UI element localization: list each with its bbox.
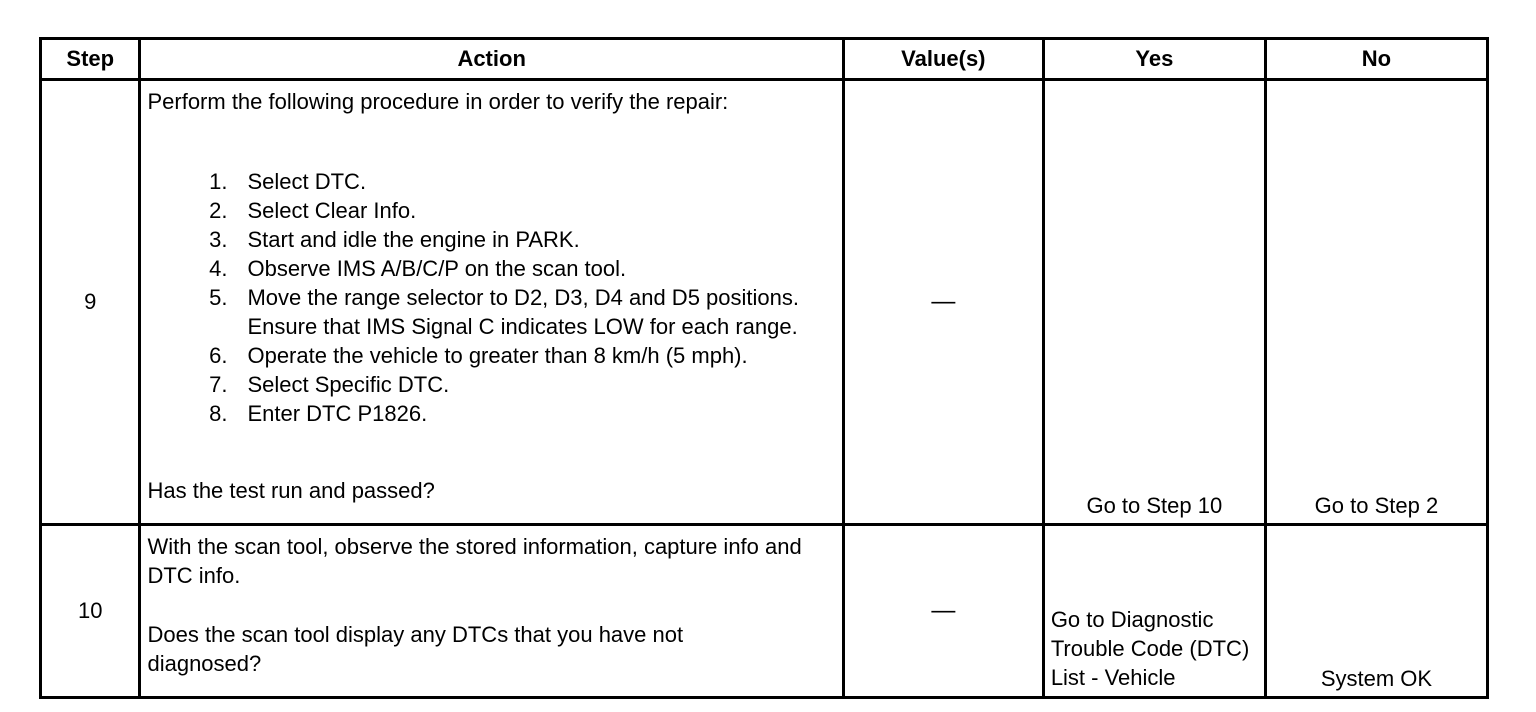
header-step: Step: [41, 39, 140, 80]
value-cell: —: [843, 80, 1043, 525]
header-no: No: [1265, 39, 1487, 80]
step-number: 10: [41, 525, 140, 698]
list-item: 7. Select Specific DTC.: [209, 372, 450, 397]
list-item: 8. Enter DTC P1826.: [209, 401, 428, 426]
list-item: 1. Select DTC.: [209, 169, 367, 194]
procedure-list: [147, 167, 835, 428]
action-question: Does the scan tool display any DTCs that you have not diagnosed?: [147, 622, 684, 676]
table-row: [41, 525, 1488, 698]
header-row: [41, 39, 1488, 80]
header-values: Value(s): [843, 39, 1043, 80]
step-number: 9: [41, 80, 140, 525]
table-row: [41, 80, 1488, 525]
action-cell: [140, 80, 843, 525]
yes-link[interactable]: Go to Step 10: [1043, 80, 1265, 525]
header-yes: Yes: [1043, 39, 1265, 80]
header-action: Action: [140, 39, 843, 80]
diagnostic-table: [39, 37, 1489, 699]
list-item: 4. Observe IMS A/B/C/P on the scan tool.: [209, 256, 627, 281]
yes-link[interactable]: Go to Diagnostic Trouble Code (DTC) List - Vehicle: [1043, 525, 1265, 698]
action-cell: [140, 525, 843, 698]
no-link[interactable]: System OK: [1265, 525, 1487, 698]
list-item: 3. Start and idle the engine in PARK.: [209, 227, 580, 252]
no-link[interactable]: Go to Step 2: [1265, 80, 1487, 525]
list-item: 5. Move the range selector to D2, D3, D4 and D5 positions. Ensure that IMS Signal C indicates LOW for each range.: [209, 285, 799, 339]
action-question: Has the test run and passed?: [147, 478, 435, 503]
value-cell: —: [843, 525, 1043, 698]
list-item: 2. Select Clear Info.: [209, 198, 417, 223]
action-intro: With the scan tool, observe the stored information, capture info and DTC info.: [147, 534, 802, 588]
list-item: 6. Operate the vehicle to greater than 8 km/h (5 mph).: [209, 343, 748, 368]
action-intro: Perform the following procedure in order to verify the repair:: [147, 89, 729, 114]
